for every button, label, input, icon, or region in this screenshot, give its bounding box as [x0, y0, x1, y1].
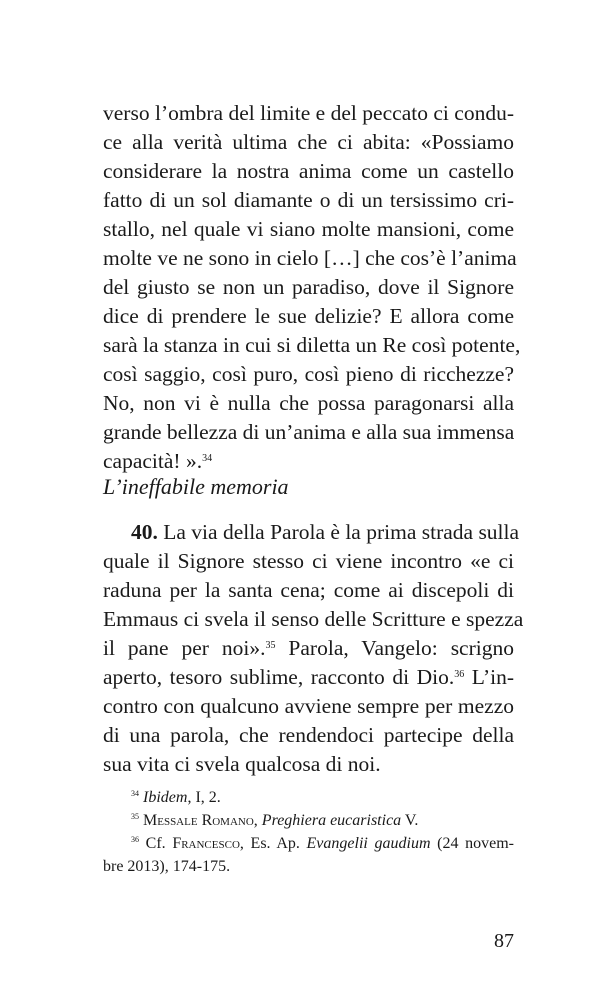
italic-text: Ibidem — [143, 789, 188, 806]
footnote-line — [103, 809, 514, 832]
text-line — [103, 360, 514, 389]
text-run: bre 2013), 174-175. — [103, 858, 231, 875]
text-line — [103, 99, 514, 128]
text-line — [103, 547, 514, 576]
italic-text: Evangelii gaudium — [306, 835, 431, 852]
footnote-line — [103, 786, 514, 809]
text-run: No, non vi è nulla che possa paragonarsi alla — [103, 391, 514, 415]
author-name: Messale Romano — [143, 812, 254, 829]
footnote-ref: 34 — [131, 789, 139, 798]
text-line — [103, 273, 514, 302]
text-run: ce alla verità ultima che ci abita: «Possiamo — [103, 130, 514, 154]
text-run: Cf. — [139, 835, 173, 852]
text-run: (24 novem- — [430, 835, 515, 852]
text-line — [103, 692, 514, 721]
footnote-ref: 36 — [454, 669, 465, 680]
text-line — [103, 215, 514, 244]
text-line — [103, 186, 514, 215]
text-line — [103, 244, 517, 273]
text-run: il pane per noi». — [103, 636, 266, 660]
section-heading: L’ineffabile memoria — [103, 474, 289, 499]
author-name: Francesco — [172, 835, 240, 852]
text-run: di una parola, che rendendoci partecipe della — [103, 723, 514, 747]
text-run: così saggio, così puro, così pieno di ricchezze? — [103, 362, 514, 386]
footnote-line — [103, 832, 514, 855]
text-run: , Es. Ap. — [239, 835, 307, 852]
text-run: contro con qualcuno avviene sempre per mezzo — [103, 694, 514, 718]
paragraph-40 — [103, 518, 524, 779]
text-run: del giusto se non un paradiso, dove il Signore — [103, 275, 514, 299]
paragraph-number: 40. — [131, 520, 158, 544]
text-line — [103, 605, 524, 634]
text-run: V. — [401, 812, 419, 829]
text-run: Parola, Vangelo: scrigno — [275, 636, 514, 660]
paragraph-1 — [103, 99, 521, 476]
text-run: , I, 2. — [187, 789, 221, 806]
text-line — [103, 663, 514, 692]
italic-text: Preghiera eucaristica — [261, 812, 402, 829]
text-line — [103, 389, 514, 418]
footnote-ref: 35 — [131, 812, 139, 821]
text-line — [103, 721, 514, 750]
text-run: molte ve ne sono in cielo […] che cos’è l’anima — [103, 246, 517, 270]
text-run: L’in- — [464, 665, 515, 689]
footnotes — [103, 786, 514, 878]
text-run: dice di prendere le sue delizie? E allora come — [103, 304, 514, 328]
text-run: aperto, tesoro sublime, racconto di Dio. — [103, 665, 455, 689]
text-line — [103, 634, 514, 663]
text-line — [103, 576, 514, 605]
text-run: , — [253, 812, 262, 829]
text-line — [103, 518, 520, 547]
footnote-ref: 34 — [202, 453, 213, 464]
footnote-ref: 35 — [265, 640, 276, 651]
text-run: sua vita ci svela qualcosa di noi. — [103, 752, 381, 776]
text-line — [103, 750, 514, 779]
text-line — [103, 157, 514, 186]
text-run: fatto di un sol diamante o di un tersissimo cri- — [103, 188, 514, 212]
text-run: quale il Signore stesso ci viene incontro «e ci — [103, 549, 514, 573]
text-run: grande bellezza di un’anima e alla sua immensa — [103, 420, 515, 444]
text-run: sarà la stanza in cui si diletta un Re così potente, — [103, 333, 521, 357]
footnote-line — [103, 855, 514, 878]
text-line — [103, 418, 514, 447]
text-run: stallo, nel quale vi siano molte mansioni, come — [103, 217, 514, 241]
text-run: raduna per la santa cena; come ai discepoli di — [103, 578, 514, 602]
text-run: verso l’ombra del limite e del peccato ci condu- — [103, 101, 514, 125]
text-run: La via della Parola è la prima strada sulla — [157, 520, 520, 544]
footnote-ref: 36 — [131, 835, 139, 844]
text-run: capacità! ». — [103, 449, 203, 473]
text-line — [103, 128, 514, 157]
text-run: considerare la nostra anima come un castello — [103, 159, 514, 183]
text-line — [103, 447, 514, 476]
text-run: Emmaus ci svela il senso delle Scritture e spezza — [103, 607, 524, 631]
text-line — [103, 302, 514, 331]
text-line — [103, 331, 521, 360]
page-number: 87 — [494, 930, 514, 952]
